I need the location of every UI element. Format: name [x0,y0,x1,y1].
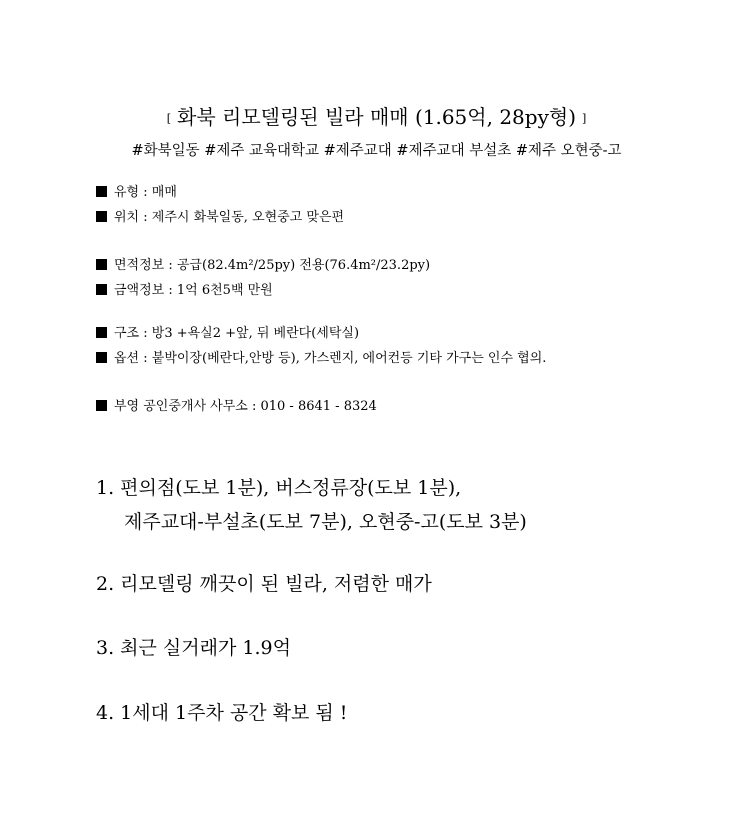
info-type-text: 유형 : 매매 [114,185,177,200]
bullet-square-icon [96,186,107,197]
point-4: 4. 1세대 1주차 공간 확보 됨 ! [96,702,348,724]
bullet-square-icon [96,352,107,363]
bullet-square-icon [96,211,107,222]
title-close-bracket: ] [582,112,587,125]
info-contact-text: 부영 공인중개사 사무소 : 010 - 8641 - 8324 [114,399,377,414]
hashtags-line: #화북일동 #제주 교육대학교 #제주교대 #제주교대 부설초 #제주 오현중-고 [131,143,622,159]
point-2: 2. 리모델링 깨끗이 된 빌라, 저렴한 매가 [96,573,432,595]
bullet-square-icon [96,284,107,295]
info-options-text: 옵션 : 붙박이장(베란다,안방 등), 가스렌지, 에어컨등 기타 가구는 인수 협의. [114,351,547,366]
point-1-line-2: 제주교대-부설초(도보 7분), 오현중-고(도보 3분) [124,511,527,533]
info-price [96,281,273,301]
info-area [96,256,430,276]
point-1-line-1: 1. 편의점(도보 1분), 버스정류장(도보 1분), [96,477,462,499]
info-type [96,183,177,203]
title-text: 화북 리모델링된 빌라 매매 (1.65억, 28py형) [177,105,576,129]
bullet-square-icon [96,259,107,270]
info-location [96,208,344,228]
info-location-text: 위치 : 제주시 화북일동, 오현중고 맞은편 [114,210,345,225]
bullet-square-icon [96,400,107,411]
info-structure-text: 구조 : 방3 +욕실2 +앞, 뒤 베란다(세탁실) [114,326,360,341]
info-structure [96,324,359,344]
info-price-text: 금액정보 : 1억 6천5백 만원 [114,283,273,298]
info-contact [96,397,377,417]
bullet-square-icon [96,327,107,338]
title-open-bracket: [ [166,112,171,125]
listing-title [0,102,753,134]
info-options [96,349,546,369]
point-3: 3. 최근 실거래가 1.9억 [96,637,291,659]
info-area-text: 면적정보 : 공급(82.4m²/25py) 전용(76.4m²/23.2py) [114,258,431,273]
